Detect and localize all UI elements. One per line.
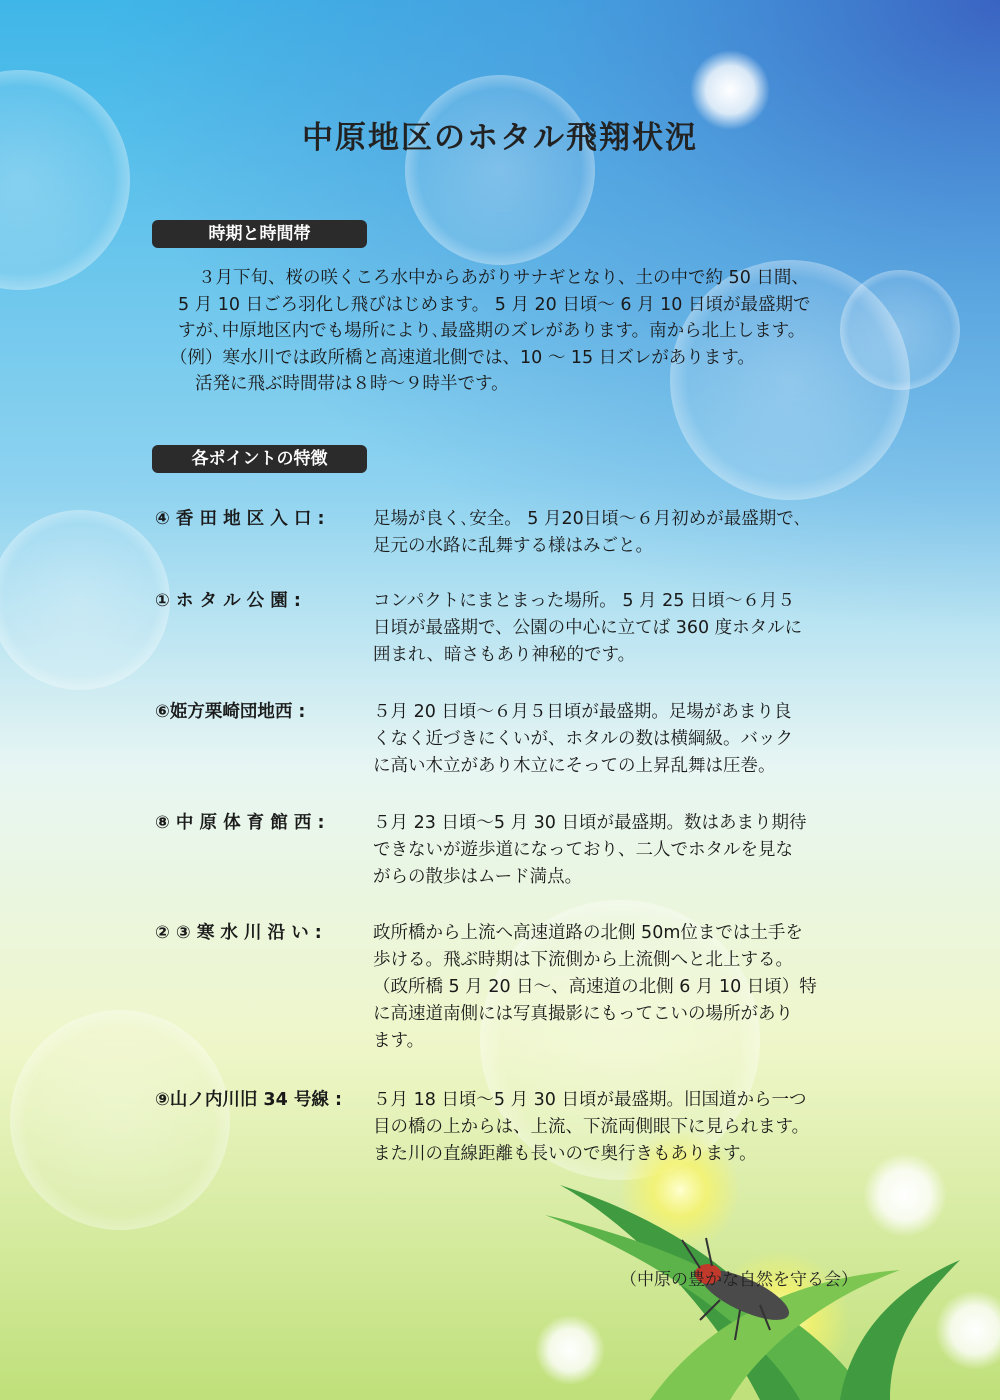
point-description: コンパクトにまとまった場所。 5 月 25 日頃～６月５ 日頃が最盛期で、公園の中心に立てば 360 度ホタルに 囲まれ、暗さもあり神秘的です。 (373, 591, 803, 665)
point-name: ⑧ 中 原 体 育 館 西 : (155, 813, 325, 833)
timing-line-5: 活発に飛ぶ時間帯は８時～９時半です。 (195, 374, 509, 394)
point-description: ５月 20 日頃～６月５日頃が最盛期。足場があまり良 くなく近づきにくいが、ホタルの数は横綱級。バック に高い木立があり木立にそっての上昇乱舞は圧巻。 (373, 702, 793, 776)
point-name: ⑨山ノ内川旧 34 号線 : (155, 1090, 342, 1110)
section-label-points: 各ポイントの特徴 (152, 445, 367, 473)
point-name: ① ホ タ ル 公 園 : (155, 591, 301, 611)
credit-organization: （中原の豊かな自然を守る会） (620, 1270, 858, 1290)
point-name: ④ 香 田 地 区 入 口 : (155, 509, 325, 529)
point-description: ５月 23 日頃～5 月 30 日頃が最盛期。数はあまり期待 できないが遊歩道になっており、二人でホタルを見な がらの散歩はムード満点。 (373, 813, 807, 887)
point-description: ５月 18 日頃～5 月 30 日頃が最盛期。旧国道から一つ 目の橋の上からは、上流、下流両側眼下に見られます。 また川の直線距離も長いので奥行きもあります。 (373, 1090, 810, 1164)
point-description: 足場が良く､安全。 5 月20日頃～６月初めが最盛期で､ 足元の水路に乱舞する様はみごと。 (373, 509, 803, 556)
section-label-timing: 時期と時間帯 (152, 220, 367, 248)
point-description: 政所橋から上流へ高速道路の北側 50m位までは土手を 歩ける。飛ぶ時期は下流側から上流側へと北上する。 （政所橋 5 月 20 日～、高速道の北側 6 月 10 日頃）特 に高速道南側には写真撮影にもってこいの場所があり ます。 (373, 923, 817, 1051)
timing-line-4: （例）寒水川では政所橋と高速道北側では、10 ～ 15 日ズレがあります。 (170, 348, 755, 368)
timing-line-1: ３月下旬、桜の咲くころ水中からあがりサナギとなり、土の中で約 50 日間、 (198, 268, 809, 288)
page-title: 中原地区のホタル飛翔状況 (302, 120, 698, 156)
point-name: ② ③ 寒 水 川 沿 い : (155, 923, 322, 943)
timing-line-2: 5 月 10 日ごろ羽化し飛びはじめます。 5 月 20 日頃～ 6 月 10 日頃が最盛期で (178, 295, 811, 315)
point-name: ⑥姫方栗崎団地西 : (155, 702, 306, 722)
timing-line-3: すが､中原地区内でも場所により､最盛期のズレがあります。南から北上します。 (178, 321, 806, 341)
